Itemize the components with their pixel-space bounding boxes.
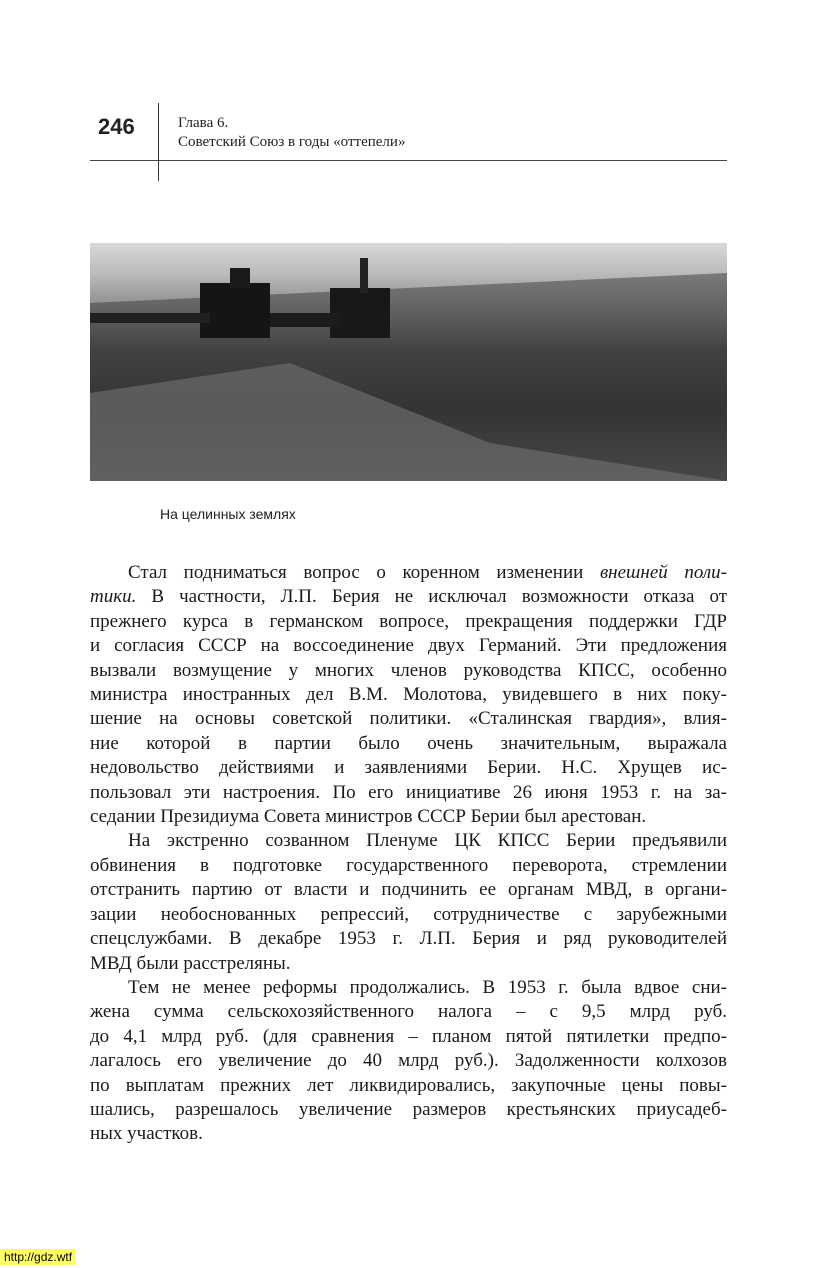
text-line: пользовал эти настроения. По его инициативе 26 июня 1953 г. на за- bbox=[90, 781, 727, 803]
text-line: шались, разрешалось увеличение размеров крестьянских приусадеб- bbox=[90, 1098, 727, 1120]
header-divider-vertical bbox=[158, 103, 159, 181]
emphasis: тики. bbox=[90, 586, 137, 608]
text-line: по выплатам прежних лет ликвидировались, закупочные цены повы- bbox=[90, 1074, 727, 1096]
text-line: зации необоснованных репрессий, сотрудничестве с зарубежными bbox=[90, 903, 727, 925]
running-header bbox=[178, 114, 405, 152]
text-line: отстранить партию от власти и подчинить ее органам МВД, в органи- bbox=[90, 879, 727, 901]
text-line: ных участков. bbox=[90, 1123, 203, 1145]
text-line: седании Президиума Совета министров СССР Берии был арестован. bbox=[90, 806, 647, 828]
header-divider-horizontal bbox=[90, 160, 727, 161]
text-line: до 4,1 млрд руб. (для сравнения – планом пятой пятилетки предпо- bbox=[90, 1025, 727, 1047]
chapter-label: Глава 6. bbox=[178, 115, 229, 131]
body-text bbox=[90, 561, 727, 1147]
page-number: 246 bbox=[98, 114, 135, 139]
text-line: Стал подниматься вопрос о коренном изменении внешней поли- bbox=[128, 562, 728, 583]
paragraph bbox=[90, 829, 727, 975]
text-line: жена сумма сельскохозяйственного налога – с 9,5 млрд руб. bbox=[90, 1001, 727, 1023]
photo-combine-harvesters bbox=[90, 243, 727, 481]
text-line: обвинения в подготовке государственного переворота, стремлении bbox=[90, 854, 727, 876]
text-line: тики. В частности, Л.П. Берия не исключал возможности отказа от bbox=[90, 586, 727, 608]
text-line: шение на основы советской политики. «Сталинская гвардия», влия- bbox=[90, 708, 727, 730]
text-line: Тем не менее реформы продолжались. В 1953 г. была вдвое сни- bbox=[128, 976, 727, 998]
text-line: вызвали возмущение у многих членов руководства КПСС, особенно bbox=[90, 659, 727, 681]
source-link[interactable]: http://gdz.wtf bbox=[0, 1249, 76, 1265]
emphasis: внешней поли- bbox=[599, 562, 728, 583]
paragraph bbox=[90, 976, 727, 1147]
text-line: МВД были расстреляны. bbox=[90, 952, 291, 974]
text-line: ние которой в партии было очень значительным, выражала bbox=[90, 732, 727, 754]
text-line: и согласия СССР на воссоединение двух Германий. Эти предложения bbox=[90, 635, 727, 657]
text-line: спецслужбами. В декабре 1953 г. Л.П. Берия и ряд руководителей bbox=[90, 928, 727, 950]
text-line: прежнего курса в германском вопросе, прекращения поддержки ГДР bbox=[90, 610, 727, 632]
text-line: недовольство действиями и заявлениями Берии. Н.С. Хрущев ис- bbox=[90, 757, 727, 779]
text-line: лагалось его увеличение до 40 млрд руб.). Задолженности колхозов bbox=[90, 1050, 727, 1072]
chapter-title: Советский Союз в годы «оттепели» bbox=[178, 134, 406, 150]
paragraph bbox=[90, 561, 727, 829]
figure-caption: На целинных землях bbox=[160, 506, 296, 522]
text-line: министра иностранных дел В.М. Молотова, увидевшего в них поку- bbox=[90, 684, 727, 706]
text-line: На экстренно созванном Пленуме ЦК КПСС Берии предъявили bbox=[128, 830, 727, 852]
